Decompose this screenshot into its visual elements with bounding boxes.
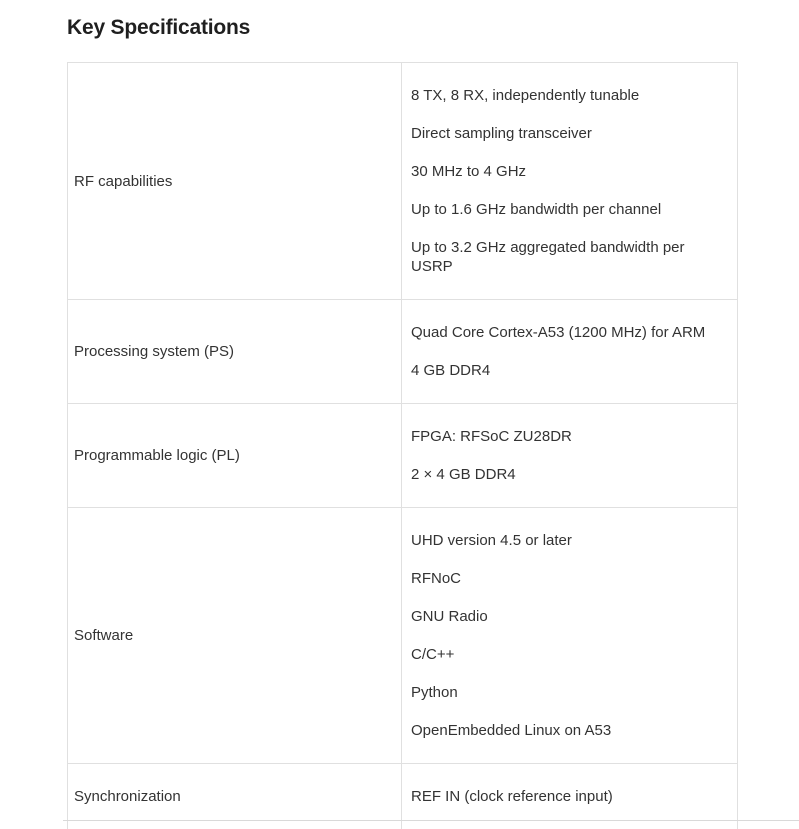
- spec-value-line: REF IN (clock reference input): [411, 788, 613, 805]
- spec-value-line: Direct sampling transceiver: [411, 125, 592, 142]
- specs-table-body: [68, 63, 738, 829]
- spec-value-line: Quad Core Cortex-A53 (1200 MHz) for ARM: [411, 324, 706, 341]
- section-divider: [63, 820, 799, 821]
- spec-values-cell: [402, 508, 738, 764]
- spec-label-cell: Processing system (PS): [68, 300, 402, 404]
- spec-label-cell: Software: [68, 508, 402, 764]
- spec-label-cell: Synchronization: [68, 764, 402, 829]
- spec-value-line: OpenEmbedded Linux on A53: [411, 722, 612, 739]
- table-row: [68, 508, 738, 764]
- table-row: [68, 300, 738, 404]
- spec-value-line: 2 × 4 GB DDR4: [411, 466, 516, 483]
- table-row: [68, 404, 738, 508]
- spec-values-cell: [402, 300, 738, 404]
- spec-value-line: GNU Radio: [411, 608, 488, 625]
- spec-value-line: 30 MHz to 4 GHz: [411, 163, 527, 180]
- spec-value-line: 8 TX, 8 RX, independently tunable: [411, 87, 640, 104]
- spec-label-cell: Programmable logic (PL): [68, 404, 402, 508]
- spec-value-line: FPGA: RFSoC ZU28DR: [411, 428, 572, 445]
- table-row: [68, 63, 738, 300]
- spec-value-line: Up to 1.6 GHz bandwidth per channel: [411, 201, 662, 218]
- spec-values-cell: [402, 404, 738, 508]
- spec-values-cell: [402, 63, 738, 300]
- spec-label-cell: RF capabilities: [68, 63, 402, 300]
- spec-value-line: C/C++: [411, 646, 455, 663]
- spec-value-line: Python: [411, 684, 458, 701]
- spec-value-line: Up to 3.2 GHz aggregated bandwidth per USRP: [411, 239, 685, 275]
- spec-value-line: UHD version 4.5 or later: [411, 532, 572, 549]
- spec-value-line: RFNoC: [411, 570, 462, 587]
- specs-table: [67, 62, 738, 829]
- spec-value-line: 4 GB DDR4: [411, 362, 491, 379]
- page-title: Key Specifications: [67, 16, 251, 39]
